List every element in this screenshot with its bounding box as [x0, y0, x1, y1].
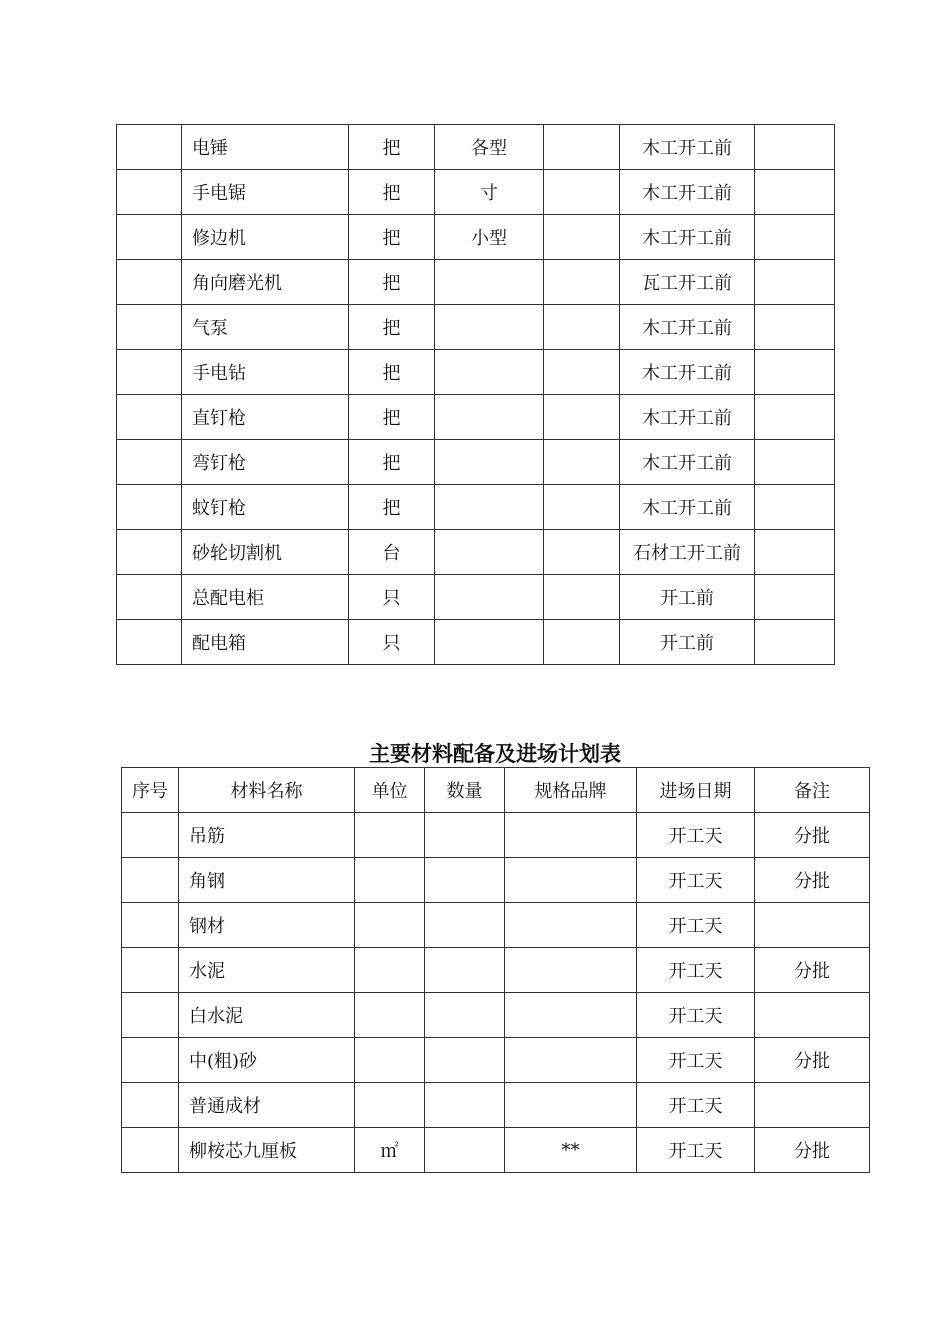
cell-qty [544, 350, 620, 395]
cell-qty [425, 948, 505, 993]
cell-name: 气泵 [182, 305, 349, 350]
table-row [122, 813, 870, 858]
cell-seq [117, 395, 182, 440]
cell-unit: 台 [349, 530, 435, 575]
cell-unit: 把 [349, 350, 435, 395]
cell-name: 电锤 [182, 125, 349, 170]
cell-note: 分批 [755, 1038, 870, 1083]
cell-qty [425, 813, 505, 858]
table-row [122, 1128, 870, 1173]
table-row [117, 530, 835, 575]
header-note: 备注 [755, 768, 870, 813]
cell-unit [355, 1038, 425, 1083]
cell-spec [505, 1083, 637, 1128]
cell-time: 木工开工前 [620, 170, 755, 215]
table-row [122, 1083, 870, 1128]
header-qty: 数量 [425, 768, 505, 813]
cell-unit: 把 [349, 215, 435, 260]
cell-note: 分批 [755, 813, 870, 858]
table-row [122, 948, 870, 993]
cell-qty [544, 395, 620, 440]
cell-qty [425, 903, 505, 948]
cell-note [755, 350, 835, 395]
cell-note [755, 305, 835, 350]
cell-spec [435, 485, 544, 530]
cell-spec [435, 260, 544, 305]
cell-date: 开工天 [637, 993, 755, 1038]
cell-name: 普通成材 [179, 1083, 355, 1128]
cell-date: 开工天 [637, 948, 755, 993]
cell-spec [435, 440, 544, 485]
table-header-row [122, 768, 870, 813]
cell-unit: 只 [349, 575, 435, 620]
cell-seq [122, 1083, 179, 1128]
cell-date: 开工天 [637, 1038, 755, 1083]
cell-seq [117, 305, 182, 350]
cell-unit: ㎡ [355, 1128, 425, 1173]
cell-spec: ** [505, 1128, 637, 1173]
table-row [117, 125, 835, 170]
cell-seq [117, 350, 182, 395]
cell-qty [544, 575, 620, 620]
cell-spec [435, 395, 544, 440]
cell-time: 木工开工前 [620, 395, 755, 440]
cell-time: 木工开工前 [620, 485, 755, 530]
cell-qty [425, 1083, 505, 1128]
cell-note [755, 1083, 870, 1128]
cell-date: 开工天 [637, 903, 755, 948]
cell-unit: 把 [349, 395, 435, 440]
cell-spec [435, 620, 544, 665]
cell-qty [544, 215, 620, 260]
cell-unit [355, 1083, 425, 1128]
cell-qty [544, 485, 620, 530]
cell-seq [122, 903, 179, 948]
cell-spec [505, 813, 637, 858]
cell-name: 手电锯 [182, 170, 349, 215]
cell-time: 开工前 [620, 575, 755, 620]
cell-date: 开工天 [637, 1128, 755, 1173]
cell-seq [117, 260, 182, 305]
cell-spec: 寸 [435, 170, 544, 215]
cell-unit: 把 [349, 260, 435, 305]
cell-date: 开工天 [637, 858, 755, 903]
cell-unit [355, 903, 425, 948]
cell-seq [117, 440, 182, 485]
cell-note [755, 440, 835, 485]
cell-note [755, 215, 835, 260]
table-row [117, 305, 835, 350]
cell-time: 木工开工前 [620, 125, 755, 170]
cell-name: 弯钉枪 [182, 440, 349, 485]
table-row [117, 350, 835, 395]
cell-qty [544, 260, 620, 305]
cell-unit [355, 813, 425, 858]
cell-seq [122, 993, 179, 1038]
cell-name: 蚊钉枪 [182, 485, 349, 530]
cell-date: 开工天 [637, 813, 755, 858]
cell-spec [435, 530, 544, 575]
cell-note [755, 170, 835, 215]
cell-spec: 小型 [435, 215, 544, 260]
cell-qty [544, 305, 620, 350]
cell-unit: 只 [349, 620, 435, 665]
cell-seq [117, 125, 182, 170]
cell-name: 配电箱 [182, 620, 349, 665]
cell-note: 分批 [755, 948, 870, 993]
table-row [117, 395, 835, 440]
cell-qty [425, 858, 505, 903]
header-seq: 序号 [122, 768, 179, 813]
cell-spec [435, 350, 544, 395]
cell-note [755, 620, 835, 665]
cell-note [755, 485, 835, 530]
table-row [122, 858, 870, 903]
materials-table-title: 主要材料配备及进场计划表 [369, 741, 621, 766]
cell-note [755, 530, 835, 575]
cell-seq [122, 1038, 179, 1083]
cell-seq [117, 485, 182, 530]
cell-qty [544, 170, 620, 215]
cell-time: 石材工开工前 [620, 530, 755, 575]
cell-spec [505, 993, 637, 1038]
cell-note [755, 125, 835, 170]
cell-spec [505, 1038, 637, 1083]
cell-name: 钢材 [179, 903, 355, 948]
cell-spec [505, 858, 637, 903]
cell-time: 瓦工开工前 [620, 260, 755, 305]
cell-note [755, 903, 870, 948]
cell-unit [355, 858, 425, 903]
table-row [122, 903, 870, 948]
cell-unit: 把 [349, 305, 435, 350]
cell-note: 分批 [755, 1128, 870, 1173]
cell-qty [425, 1128, 505, 1173]
cell-name: 角钢 [179, 858, 355, 903]
table-row [117, 485, 835, 530]
cell-time: 木工开工前 [620, 305, 755, 350]
cell-unit [355, 993, 425, 1038]
tools-table [116, 124, 835, 665]
cell-qty [544, 530, 620, 575]
cell-name: 柳桉芯九厘板 [179, 1128, 355, 1173]
table-row [122, 1038, 870, 1083]
cell-seq [117, 620, 182, 665]
cell-note [755, 395, 835, 440]
cell-name: 水泥 [179, 948, 355, 993]
cell-seq [122, 858, 179, 903]
cell-name: 直钉枪 [182, 395, 349, 440]
header-date: 进场日期 [637, 768, 755, 813]
cell-qty [425, 993, 505, 1038]
cell-time: 木工开工前 [620, 350, 755, 395]
cell-seq [117, 575, 182, 620]
cell-seq [117, 530, 182, 575]
cell-name: 手电钻 [182, 350, 349, 395]
table-row [117, 575, 835, 620]
cell-seq [122, 948, 179, 993]
cell-time: 木工开工前 [620, 440, 755, 485]
cell-unit: 把 [349, 485, 435, 530]
cell-note [755, 575, 835, 620]
table-row [117, 260, 835, 305]
table-row [117, 170, 835, 215]
cell-date: 开工天 [637, 1083, 755, 1128]
table-row [117, 440, 835, 485]
cell-seq [117, 170, 182, 215]
cell-qty [544, 440, 620, 485]
cell-note: 分批 [755, 858, 870, 903]
cell-time: 开工前 [620, 620, 755, 665]
table-row [117, 620, 835, 665]
cell-unit [355, 948, 425, 993]
cell-unit: 把 [349, 440, 435, 485]
cell-spec [435, 575, 544, 620]
cell-qty [425, 1038, 505, 1083]
cell-note [755, 993, 870, 1038]
cell-unit: 把 [349, 170, 435, 215]
cell-unit: 把 [349, 125, 435, 170]
header-unit: 单位 [355, 768, 425, 813]
cell-spec: 各型 [435, 125, 544, 170]
cell-qty [544, 125, 620, 170]
cell-name: 吊筋 [179, 813, 355, 858]
table-row [122, 993, 870, 1038]
cell-spec [505, 903, 637, 948]
cell-seq [122, 1128, 179, 1173]
cell-time: 木工开工前 [620, 215, 755, 260]
cell-name: 砂轮切割机 [182, 530, 349, 575]
header-name: 材料名称 [179, 768, 355, 813]
cell-name: 总配电柜 [182, 575, 349, 620]
table-row [117, 215, 835, 260]
materials-table [121, 767, 870, 1173]
cell-spec [435, 305, 544, 350]
header-spec: 规格品牌 [505, 768, 637, 813]
cell-name: 中(粗)砂 [179, 1038, 355, 1083]
cell-spec [505, 948, 637, 993]
cell-qty [544, 620, 620, 665]
cell-seq [117, 215, 182, 260]
cell-seq [122, 813, 179, 858]
cell-name: 角向磨光机 [182, 260, 349, 305]
cell-name: 白水泥 [179, 993, 355, 1038]
cell-note [755, 260, 835, 305]
cell-name: 修边机 [182, 215, 349, 260]
